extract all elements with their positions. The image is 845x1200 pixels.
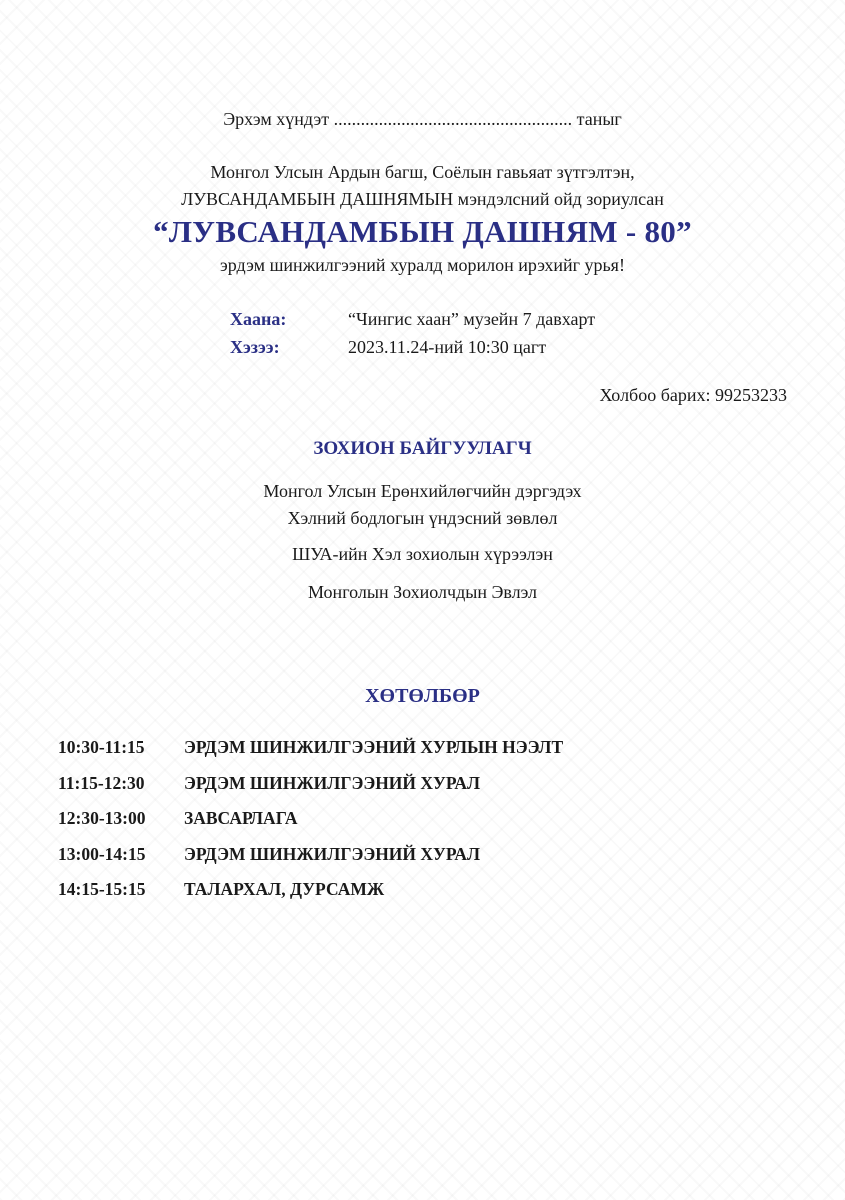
detail-value: 2023.11.24-ний 10:30 цагт bbox=[348, 337, 547, 357]
intro-line-1: Монгол Улсын Ардын багш, Соёлын гавьяат зүтгэлтэн, bbox=[210, 162, 635, 182]
schedule-event: ЭРДЭМ ШИНЖИЛГЭЭНИЙ ХУРАЛ bbox=[184, 772, 481, 793]
organizer-3: Монголын Зохиолчдын Эвлэл bbox=[308, 582, 537, 602]
intro-text bbox=[0, 159, 845, 213]
schedule-time: 14:15-15:15 bbox=[58, 879, 146, 900]
contact-info: Холбоо барих: 99253233 bbox=[599, 385, 787, 405]
schedule-time: 10:30-11:15 bbox=[58, 737, 145, 758]
schedule-time: 11:15-12:30 bbox=[58, 772, 145, 793]
detail-row-where bbox=[230, 305, 595, 333]
schedule-event: ЗАВСАРЛАГА bbox=[184, 808, 298, 829]
schedule-time: 12:30-13:00 bbox=[58, 808, 146, 829]
detail-label: Хэзээ: bbox=[230, 337, 280, 357]
event-details bbox=[230, 305, 595, 361]
detail-row-when bbox=[230, 333, 595, 361]
organizer-1 bbox=[0, 478, 845, 532]
schedule-item bbox=[58, 730, 563, 766]
invite-line: эрдэм шинжилгээний хуралд морилон ирэхийг урья! bbox=[220, 255, 625, 275]
greeting-line: Эрхэм хүндэт ..................................................... таныг bbox=[223, 109, 622, 129]
schedule-event: ЭРДЭМ ШИНЖИЛГЭЭНИЙ ХУРЛЫН НЭЭЛТ bbox=[184, 737, 564, 758]
schedule-item bbox=[58, 801, 563, 837]
schedule-event: ЭРДЭМ ШИНЖИЛГЭЭНИЙ ХУРАЛ bbox=[184, 843, 481, 864]
schedule-time: 13:00-14:15 bbox=[58, 843, 146, 864]
organizer-1-line-1: Монгол Улсын Ерөнхийлөгчийн дэргэдэх bbox=[263, 481, 582, 501]
intro-line-2: ЛУВСАНДАМБЫН ДАШНЯМЫН мэндэлсний ойд зориулсан bbox=[181, 189, 664, 209]
program-schedule bbox=[58, 730, 563, 908]
organizer-2: ШУА-ийн Хэл зохиолын хүрээлэн bbox=[292, 544, 553, 564]
event-title: “ЛУВСАНДАМБЫН ДАШНЯМ - 80” bbox=[153, 214, 692, 249]
detail-value: “Чингис хаан” музейн 7 давхарт bbox=[348, 309, 596, 329]
organizer-1-line-2: Хэлний бодлогын үндэсний зөвлөл bbox=[287, 508, 558, 528]
schedule-item bbox=[58, 837, 563, 873]
organizers-heading: ЗОХИОН БАЙГУУЛАГЧ bbox=[313, 438, 532, 459]
program-heading: ХӨТӨЛБӨР bbox=[365, 685, 480, 707]
schedule-event: ТАЛАРХАЛ, ДУРСАМЖ bbox=[184, 879, 385, 900]
schedule-item bbox=[58, 872, 563, 908]
schedule-item bbox=[58, 766, 563, 802]
detail-label: Хаана: bbox=[230, 309, 287, 329]
